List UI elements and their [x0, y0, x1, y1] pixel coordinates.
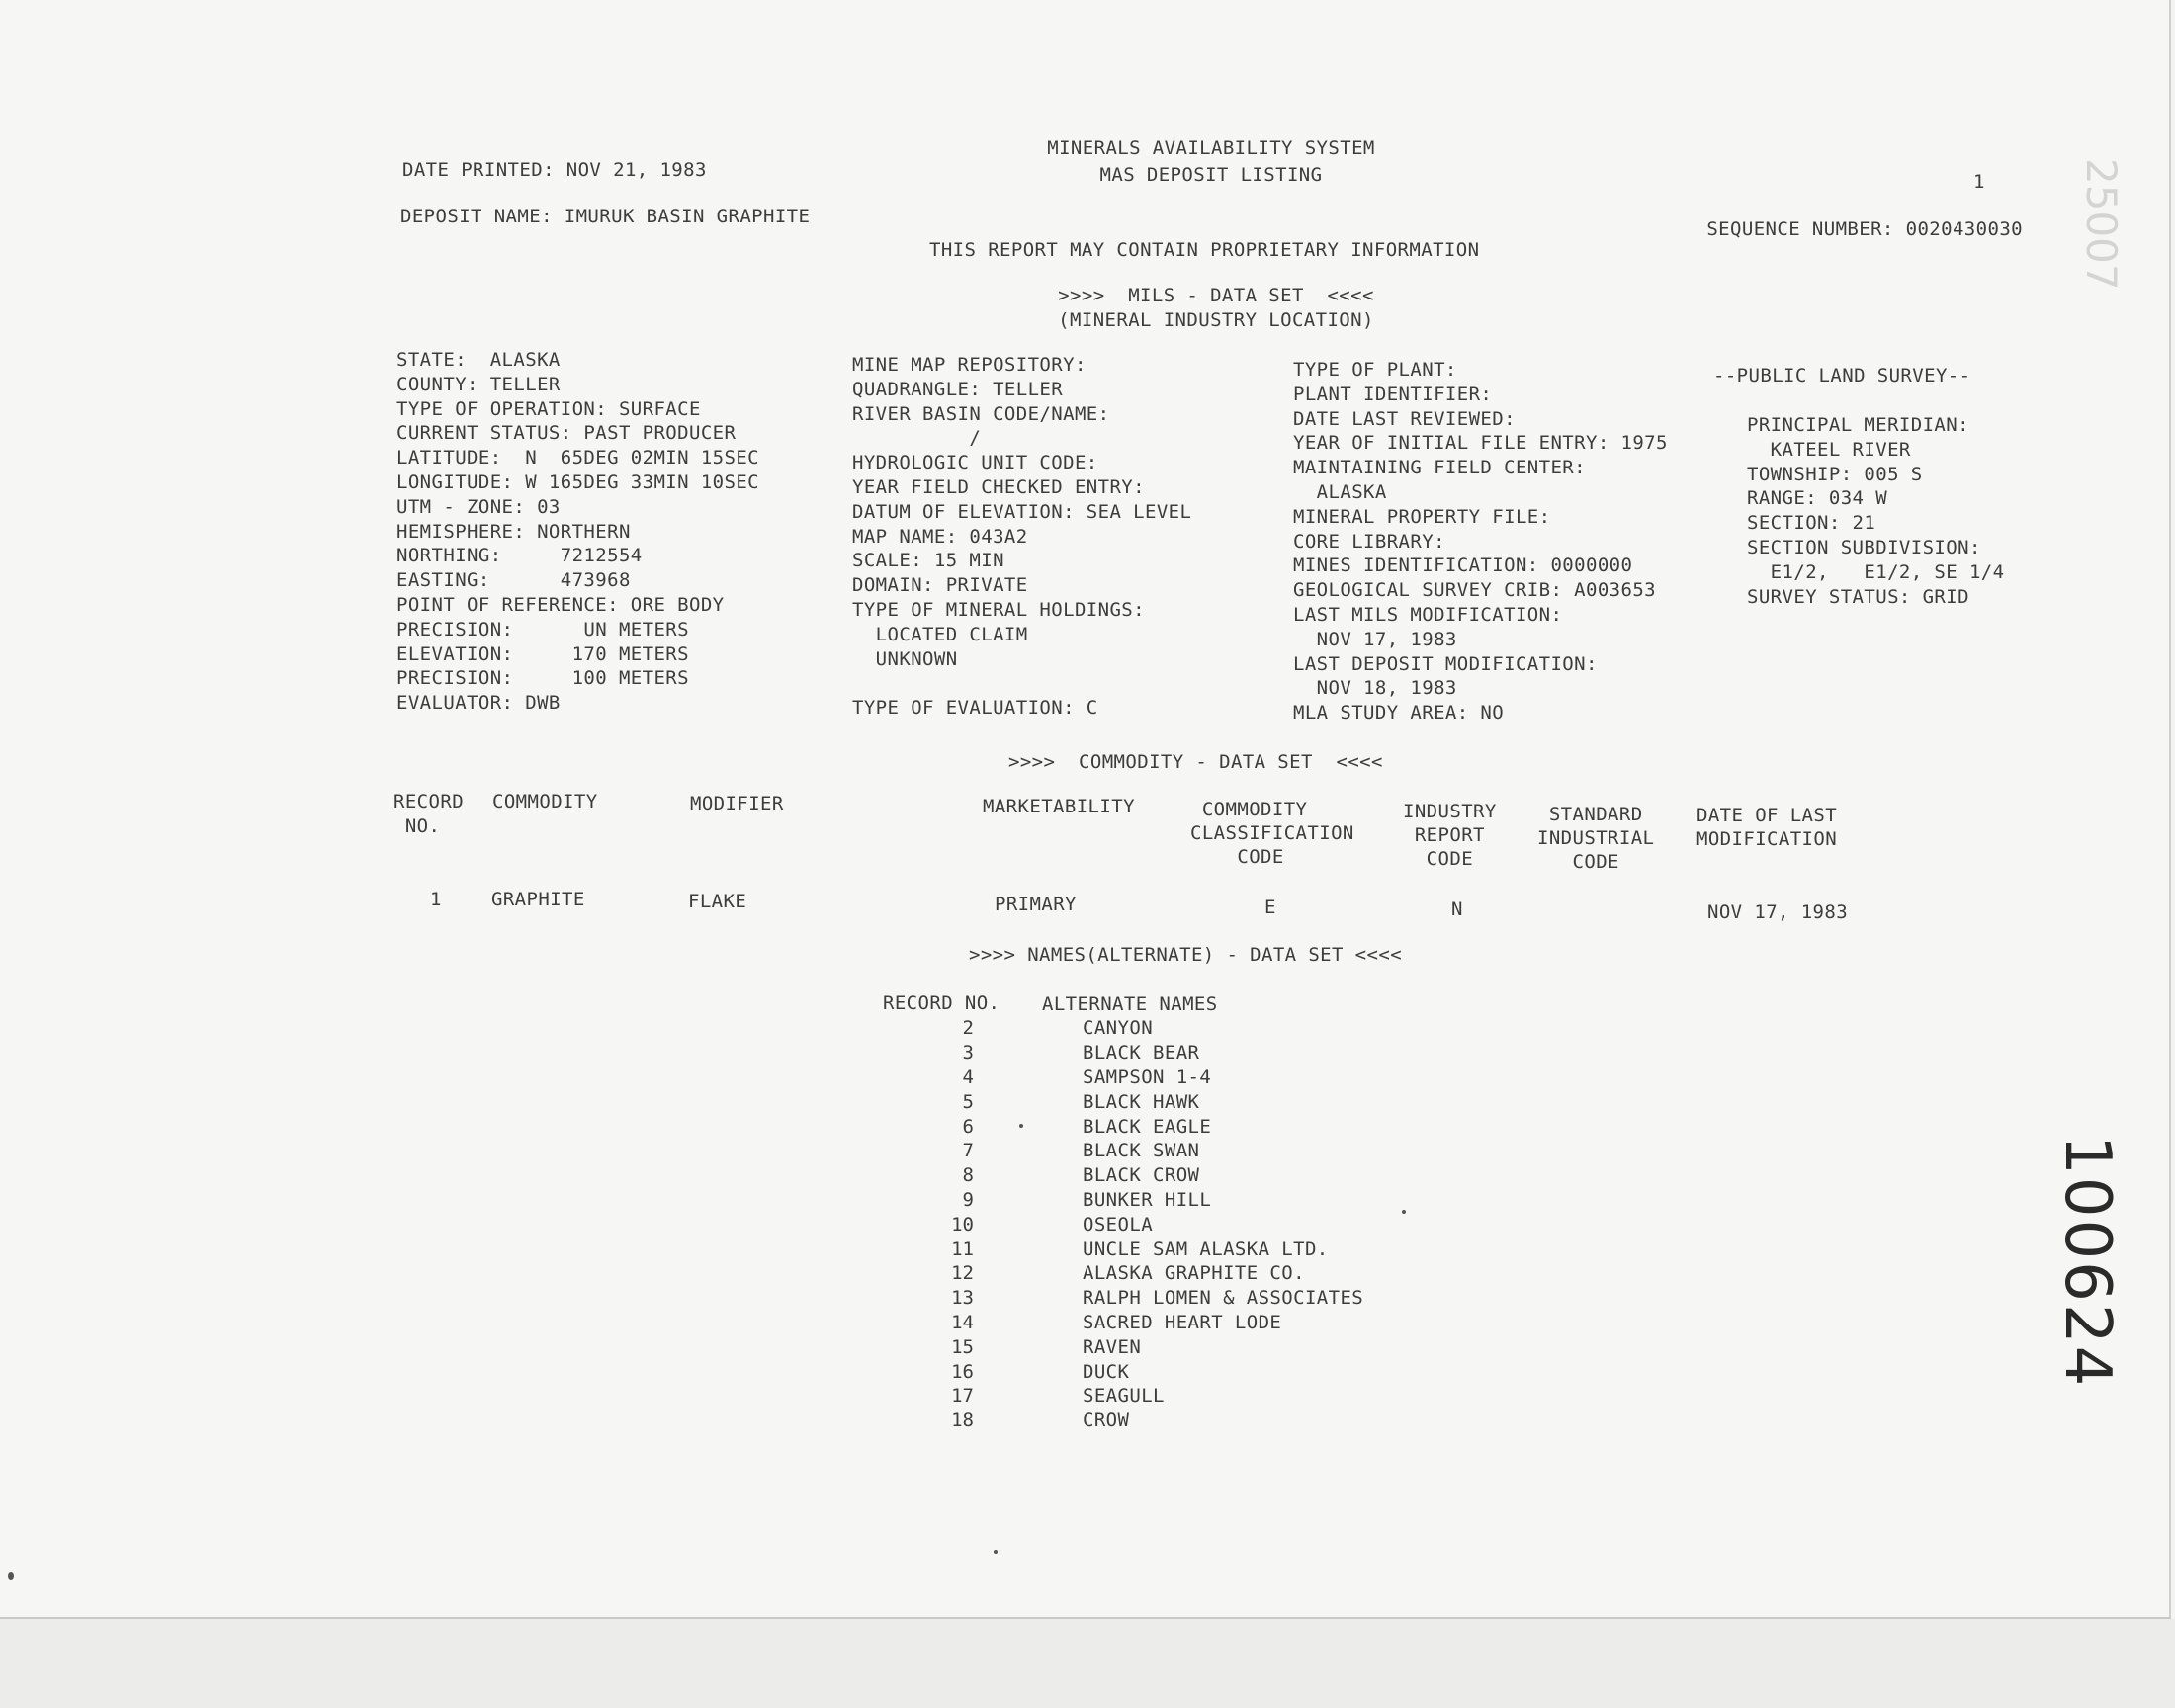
commodity-last-modification: NOV 17, 1983	[1707, 901, 1849, 923]
col-industry-report: INDUSTRY REPORT CODE	[1403, 801, 1497, 870]
scan-speck	[8, 1572, 14, 1580]
names-heading: >>>> NAMES(ALTERNATE) - DATA SET <<<<	[969, 944, 1403, 966]
commodity-marketability: PRIMARY	[995, 894, 1077, 915]
alternate-name: BLACK SWAN	[1083, 1140, 1200, 1162]
mils-field: TYPE OF MINERAL HOLDINGS:	[852, 598, 1145, 621]
alternate-name: CANYON	[1083, 1017, 1154, 1040]
mils-field: NOV 17, 1983	[1293, 628, 1457, 650]
record-no: 15	[951, 1335, 974, 1358]
commodity-industry-report-code: N	[1451, 898, 1463, 920]
mils-field: MINE MAP REPOSITORY:	[852, 354, 1087, 376]
record-no: 4	[962, 1066, 974, 1088]
list-item	[883, 1237, 1363, 1261]
list-item	[883, 1041, 1363, 1066]
record-no: 18	[951, 1409, 974, 1432]
mils-field: POINT OF REFERENCE: ORE BODY	[396, 593, 725, 616]
alternate-name: BLACK EAGLE	[1083, 1115, 1212, 1138]
record-no: 14	[951, 1311, 974, 1333]
plss-field: SECTION: 21	[1747, 512, 1876, 535]
proprietary-notice: THIS REPORT MAY CONTAIN PROPRIETARY INFORMATION	[929, 239, 1480, 261]
alternate-name: DUCK	[1083, 1360, 1130, 1383]
alternate-name: SACRED HEART LODE	[1083, 1311, 1282, 1333]
mils-column-maps	[852, 353, 1191, 721]
mils-field: TYPE OF OPERATION: SURFACE	[396, 397, 701, 420]
mils-column-location	[396, 348, 759, 716]
commodity-name: GRAPHITE	[491, 889, 585, 910]
mils-field: LAST MILS MODIFICATION:	[1293, 603, 1563, 626]
record-no: 3	[962, 1042, 974, 1065]
mils-field: LAST DEPOSIT MODIFICATION:	[1293, 652, 1598, 675]
record-no: 10	[951, 1213, 974, 1236]
plss-column	[1747, 413, 2004, 609]
mils-field: NORTHING: 7212554	[396, 545, 643, 567]
document-number-stamp: 100624	[2050, 1135, 2124, 1389]
faint-number-stamp: 25007	[2077, 158, 2126, 291]
plss-field: RANGE: 034 W	[1747, 487, 1888, 510]
list-item	[883, 1286, 1363, 1311]
mils-field: TYPE OF PLANT:	[1293, 359, 1457, 381]
list-item	[883, 1311, 1363, 1335]
names-col-record-no: RECORD NO.	[883, 992, 1000, 1014]
commodity-heading: >>>> COMMODITY - DATA SET <<<<	[1008, 751, 1383, 773]
alternate-names-list	[883, 1016, 1363, 1433]
alternate-name: BLACK CROW	[1083, 1164, 1200, 1187]
alternate-name: BUNKER HILL	[1083, 1188, 1212, 1211]
mils-subheading: (MINERAL INDUSTRY LOCATION)	[1058, 309, 1374, 331]
mils-field: /	[852, 427, 982, 450]
list-item	[883, 1016, 1363, 1041]
mils-field: ELEVATION: 170 METERS	[396, 642, 689, 665]
alternate-name: BLACK HAWK	[1083, 1090, 1200, 1113]
record-no: 6	[962, 1115, 974, 1138]
col-record-no: RECORD NO.	[393, 791, 465, 837]
mils-field: QUADRANGLE: TELLER	[852, 378, 1064, 400]
mils-field: GEOLOGICAL SURVEY CRIB: A003653	[1293, 579, 1657, 602]
alternate-name: SEAGULL	[1083, 1385, 1165, 1408]
list-item	[883, 1089, 1363, 1114]
record-no: 17	[951, 1385, 974, 1408]
alternate-name: OSEOLA	[1083, 1213, 1154, 1236]
mils-field: UTM - ZONE: 03	[396, 495, 561, 518]
list-item	[883, 1384, 1363, 1409]
record-no: 2	[962, 1017, 974, 1040]
record-no: 7	[962, 1140, 974, 1162]
record-no: 9	[962, 1188, 974, 1211]
listing-title: MAS DEPOSIT LISTING	[1099, 164, 1323, 186]
commodity-record-no: 1	[430, 889, 442, 910]
mils-field: HYDROLOGIC UNIT CODE:	[852, 452, 1098, 474]
record-no: 5	[962, 1090, 974, 1113]
list-item	[883, 1359, 1363, 1384]
alternate-name: BLACK BEAR	[1083, 1042, 1200, 1065]
list-item	[883, 1139, 1363, 1163]
mils-field: MLA STUDY AREA: NO	[1293, 702, 1505, 725]
mils-field: MAP NAME: 043A2	[852, 525, 1028, 548]
col-date-last-modification: DATE OF LAST MODIFICATION	[1696, 805, 1838, 850]
list-item	[883, 1066, 1363, 1090]
commodity-modifier: FLAKE	[688, 891, 747, 912]
mils-field: PRECISION: 100 METERS	[396, 667, 689, 690]
col-classification: COMMODITY CLASSIFICATION CODE	[1190, 799, 1354, 868]
record-no: 11	[951, 1238, 974, 1260]
plss-field: PRINCIPAL MERIDIAN:	[1747, 414, 1969, 436]
plss-field: TOWNSHIP: 005 S	[1747, 463, 1923, 485]
mils-column-admin	[1293, 358, 1668, 726]
page-number: 1	[1973, 171, 1985, 193]
col-modifier: MODIFIER	[690, 793, 784, 814]
mils-field: PRECISION: UN METERS	[396, 618, 689, 640]
plss-field: KATEEL RIVER	[1747, 438, 1911, 461]
scan-speck	[1019, 1124, 1023, 1128]
mils-field: COUNTY: TELLER	[396, 373, 561, 395]
mils-field: CURRENT STATUS: PAST PRODUCER	[396, 422, 737, 445]
mils-field: CORE LIBRARY:	[1293, 530, 1445, 553]
mils-field: LATITUDE: N 65DEG 02MIN 15SEC	[396, 447, 760, 470]
alternate-name: CROW	[1083, 1409, 1130, 1432]
system-title: MINERALS AVAILABILITY SYSTEM	[1047, 137, 1375, 159]
alternate-name: UNCLE SAM ALASKA LTD.	[1083, 1238, 1329, 1260]
mils-field: EASTING: 473968	[396, 569, 631, 592]
record-no: 8	[962, 1164, 974, 1187]
mils-field: MINES IDENTIFICATION: 0000000	[1293, 555, 1633, 577]
mils-field: EVALUATOR: DWB	[396, 692, 561, 715]
alternate-name: RAVEN	[1083, 1335, 1142, 1358]
record-no: 13	[951, 1287, 974, 1310]
mils-field: TYPE OF EVALUATION: C	[852, 697, 1098, 720]
mils-field: RIVER BASIN CODE/NAME:	[852, 402, 1110, 425]
commodity-classification-code: E	[1264, 897, 1276, 918]
names-col-alternate-names: ALTERNATE NAMES	[1042, 993, 1218, 1015]
list-item	[883, 1212, 1363, 1237]
mils-field: DATUM OF ELEVATION: SEA LEVEL	[852, 500, 1192, 523]
mils-field: HEMISPHERE: NORTHERN	[396, 520, 631, 543]
mils-field: MINERAL PROPERTY FILE:	[1293, 505, 1551, 528]
mils-field: STATE: ALASKA	[396, 349, 561, 371]
record-no: 12	[951, 1262, 974, 1285]
list-item	[883, 1334, 1363, 1359]
col-marketability: MARKETABILITY	[983, 796, 1135, 817]
mils-field: UNKNOWN	[852, 647, 958, 670]
mils-field: DOMAIN: PRIVATE	[852, 574, 1028, 597]
mils-field: SCALE: 15 MIN	[852, 550, 1004, 572]
plss-field: SURVEY STATUS: GRID	[1747, 585, 1969, 608]
mils-field: DATE LAST REVIEWED:	[1293, 407, 1516, 430]
mils-field: YEAR FIELD CHECKED ENTRY:	[852, 475, 1145, 498]
mils-field: YEAR OF INITIAL FILE ENTRY: 1975	[1293, 432, 1668, 455]
alternate-name: RALPH LOMEN & ASSOCIATES	[1083, 1287, 1364, 1310]
alternate-name: ALASKA GRAPHITE CO.	[1083, 1262, 1305, 1285]
list-item	[883, 1409, 1363, 1433]
date-printed: DATE PRINTED: NOV 21, 1983	[402, 159, 707, 181]
col-commodity: COMMODITY	[492, 791, 598, 812]
mils-field: MAINTAINING FIELD CENTER:	[1293, 457, 1586, 479]
mils-field: ALASKA	[1293, 480, 1387, 503]
mils-field	[852, 671, 1191, 696]
list-item	[883, 1261, 1363, 1286]
mils-field: LONGITUDE: W 165DEG 33MIN 10SEC	[396, 470, 760, 493]
deposit-name: DEPOSIT NAME: IMURUK BASIN GRAPHITE	[400, 206, 811, 227]
record-no: 16	[951, 1360, 974, 1383]
list-item	[883, 1114, 1363, 1139]
scan-speck	[1402, 1210, 1406, 1214]
col-standard-industrial: STANDARD INDUSTRIAL CODE	[1537, 804, 1655, 873]
mils-field: LOCATED CLAIM	[852, 623, 1028, 645]
scan-speck	[994, 1550, 998, 1554]
scan-margin	[0, 1619, 2175, 1708]
plss-field: E1/2, E1/2, SE 1/4	[1747, 560, 2005, 583]
mils-field: NOV 18, 1983	[1293, 677, 1457, 700]
plss-heading: --PUBLIC LAND SURVEY--	[1713, 365, 1971, 386]
mils-field: PLANT IDENTIFIER:	[1293, 383, 1493, 405]
list-item	[883, 1188, 1363, 1213]
alternate-name: SAMPSON 1-4	[1083, 1066, 1212, 1088]
list-item	[883, 1163, 1363, 1188]
plss-field: SECTION SUBDIVISION:	[1747, 536, 1981, 558]
sequence-number: SEQUENCE NUMBER: 0020430030	[1706, 218, 2023, 240]
mils-heading: >>>> MILS - DATA SET <<<<	[1058, 285, 1374, 306]
